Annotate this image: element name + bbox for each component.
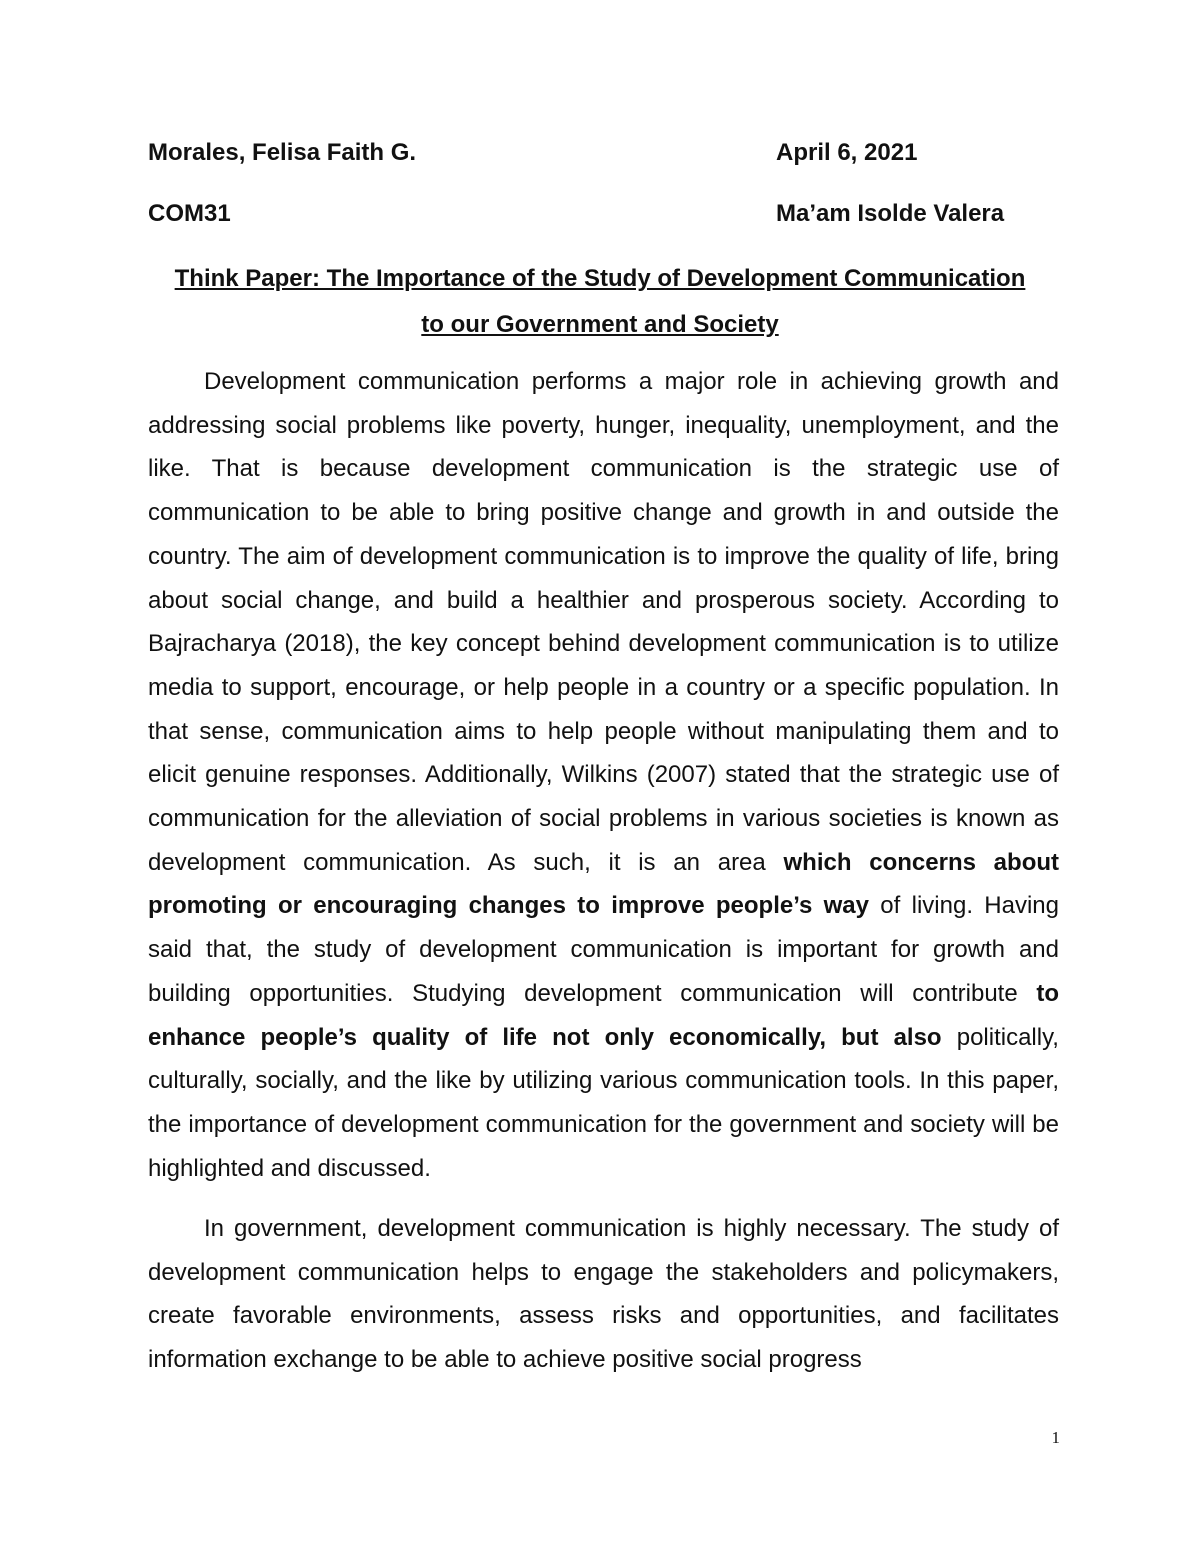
paragraph-2-text: In government, development communication is highly necessary. The study of development communication helps to engage the stakeholders and policymakers, create favorable environments, assess risks and opportunities, and facilitates information exchange to be able to achieve positive social progress: [148, 1215, 1059, 1374]
author-name: Morales, Felisa Faith G.: [148, 139, 417, 166]
body-paragraph-1: [148, 360, 1059, 1190]
paper-title: [100, 256, 1100, 348]
paragraph-1-bold-b: to enhance people’s quality of life not only economically, but also: [148, 979, 1059, 1051]
instructor-name: Ma’am Isolde Valera: [776, 200, 1005, 227]
submission-date: April 6, 2021: [776, 139, 918, 166]
header-row-2: [148, 200, 1028, 240]
header-row-1: [148, 139, 1028, 179]
page-number: 1: [1051, 1428, 1060, 1447]
paragraph-1-bold-a: which concerns about promoting or encouraging changes to improve people’s way: [148, 848, 1060, 920]
paragraph-1-text-b: of living. Having said that, the study of development communication is important for growth and building opportunities. Studying development communication will contribute: [148, 892, 1059, 1007]
paragraph-1-text-c: politically, culturally, socially, and the like by utilizing various communication tools. In this paper, the importance of development communication for the government and society will be highlighted and discussed.: [148, 1023, 1059, 1182]
paper-title-line-2: to our Government and Society: [421, 311, 779, 338]
paper-title-line-1: Think Paper: The Importance of the Study of Development Communication: [174, 265, 1026, 292]
course-code: COM31: [148, 200, 231, 227]
paragraph-1-text-a: Development communication performs a major role in achieving growth and addressing social problems like poverty, hunger, inequality, unemployment, and the like. That is because development communication is the strategic use of communication to be able to bring positive change and growth in and outside the country. The aim of development communication is to improve the quality of life, bring about social change, and build a healthier and prosperous society. According to Bajracharya (2018), the key concept behind development communication is to utilize media to support, encourage, or help people in a country or a specific population. In that sense, communication aims to help people without manipulating them and to elicit genuine responses. Additionally, Wilkins (2007) stated that the strategic use of communication for the alleviation of social problems in various societies is known as development communication. As such, it is an area: [148, 368, 1059, 876]
body-paragraph-2: [148, 1207, 1059, 1382]
